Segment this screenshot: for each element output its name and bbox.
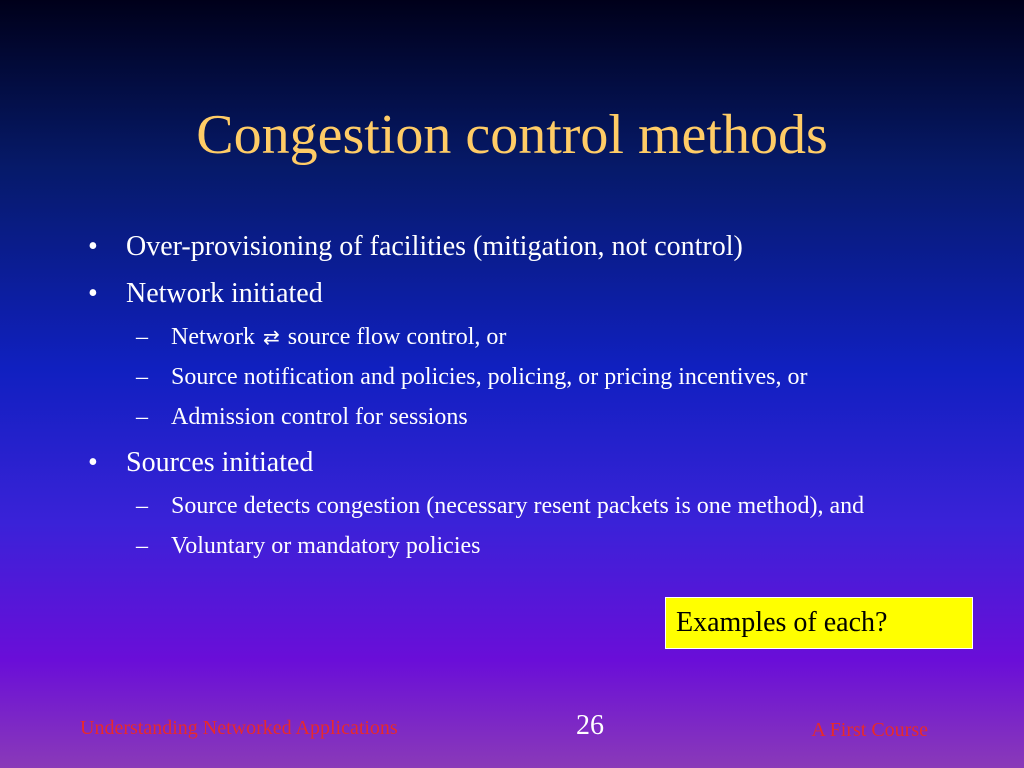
sub-bullet-item (136, 489, 948, 523)
bullet-marker: • (88, 231, 98, 262)
footer-course-title: Understanding Networked Applications (80, 717, 398, 739)
sub-bullet-item (136, 400, 948, 434)
footer-subtitle: A First Course (811, 719, 928, 741)
sub-bullet-text: Admission control for sessions (171, 404, 468, 430)
bullet-marker: • (88, 278, 98, 309)
bullet-text: Over-provisioning of facilities (mitigation, not control) (126, 231, 743, 262)
sub-bullet-item (136, 320, 948, 354)
sub-bullet-text: Source notification and policies, policing, or pricing incentives, or (171, 364, 808, 390)
examples-callout: Examples of each? (665, 597, 973, 649)
page-number: 26 (576, 710, 604, 741)
sub-bullet-text-before: Network (171, 324, 255, 350)
sub-bullet-marker: – (136, 324, 148, 350)
sub-bullet-list (136, 489, 948, 563)
sub-bullet-text: Voluntary or mandatory policies (171, 533, 481, 559)
sub-bullet-text-after: source flow control, or (287, 324, 507, 350)
bullet-text: Network initiated (126, 278, 323, 309)
bullet-text: Sources initiated (126, 447, 314, 478)
bullet-list (88, 230, 948, 575)
bullet-marker: • (88, 447, 98, 478)
sub-bullet-marker: – (136, 364, 148, 390)
sub-bullet-marker: – (136, 533, 148, 559)
sub-bullet-text: Source detects congestion (necessary resent packets is one method), and (171, 493, 865, 519)
bullet-item (88, 446, 948, 480)
sub-bullet-marker: – (136, 404, 148, 430)
sub-bullet-item (136, 360, 948, 394)
bullet-item (88, 277, 948, 311)
bidirectional-arrow-icon: ⇄ (262, 325, 280, 349)
bullet-item (88, 230, 948, 264)
sub-bullet-item (136, 529, 948, 563)
slide-title: Congestion control methods (196, 104, 828, 166)
sub-bullet-list (136, 320, 948, 434)
sub-bullet-marker: – (136, 493, 148, 519)
